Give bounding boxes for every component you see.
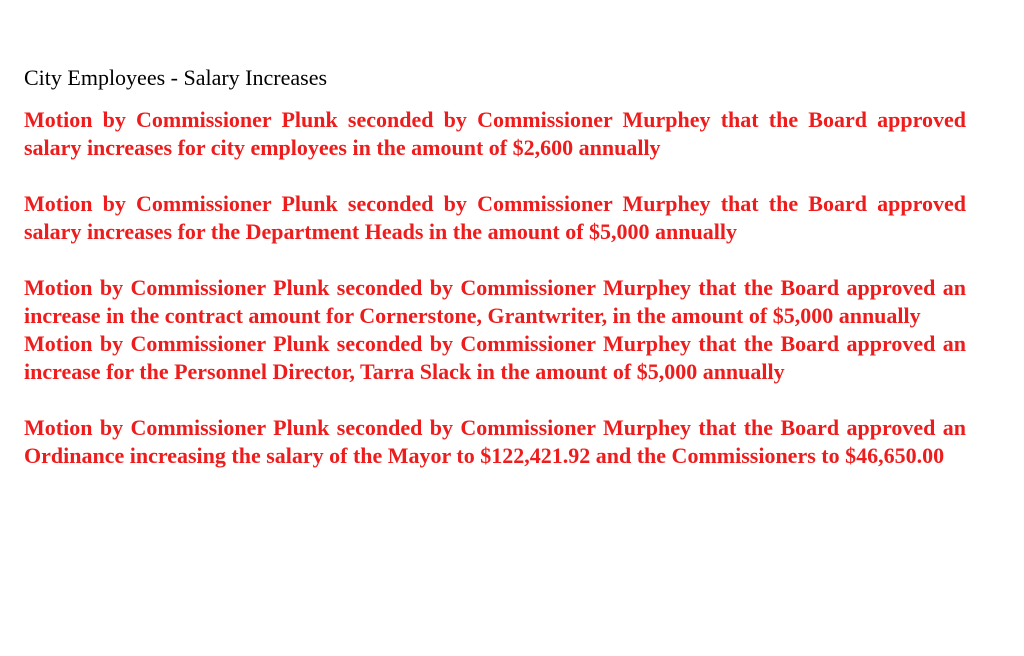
motion-paragraph-3: Motion by Commissioner Plunk seconded by Commissioner Murphey that the Board approved an increase in the contract amount for Cornerstone, Grantwriter, in the amount of $5,000 annually [24,275,966,328]
motion-paragraph-2: Motion by Commissioner Plunk seconded by Commissioner Murphey that the Board approved salary increases for the Department Heads in the amount of $5,000 annually [24,191,966,244]
motion-paragraph-1: Motion by Commissioner Plunk seconded by Commissioner Murphey that the Board approved salary increases for city employees in the amount of $2,600 annually [24,107,966,160]
page-title: City Employees - Salary Increases [24,65,328,90]
motion-paragraph-4: Motion by Commissioner Plunk seconded by Commissioner Murphey that the Board approved an increase for the Personnel Director, Tarra Slack in the amount of $5,000 annually [24,331,966,384]
document-page [24,64,966,470]
motion-paragraph-5: Motion by Commissioner Plunk seconded by Commissioner Murphey that the Board approved an Ordinance increasing the salary of the Mayor to $122,421.92 and the Commissioners to $46,650.00 [24,415,966,468]
